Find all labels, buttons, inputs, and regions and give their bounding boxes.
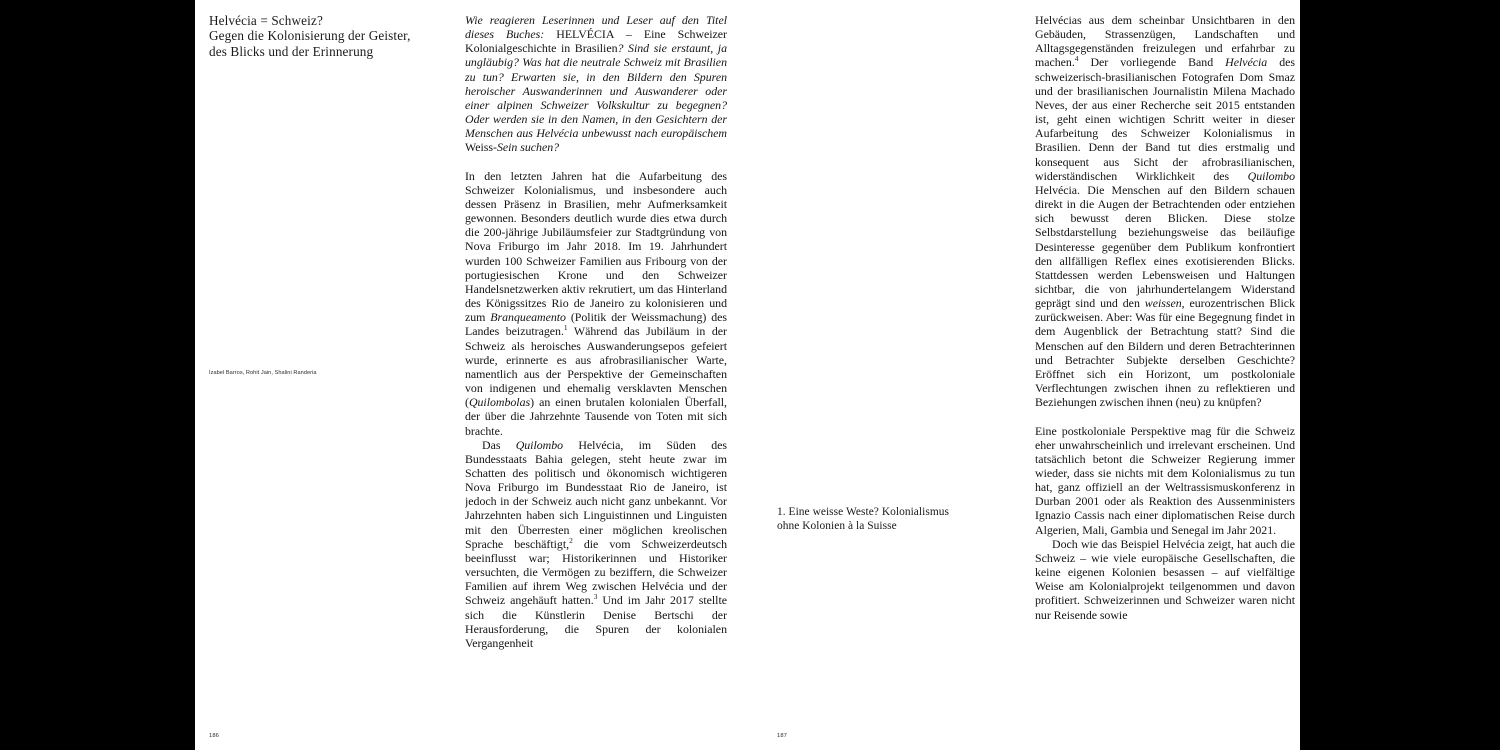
column-body-right [1035,0,1300,737]
p3-seg-a: Helvécias aus dem scheinbar Unsichtbaren in den Gebäuden, Strassenzügen, Landschaften und Alltagsgegenständen freizulegen und erfahrbar zu machen. [1035,13,1295,70]
p2-italic-quilombo: Quilombo [515,437,564,452]
column-title [195,0,465,750]
p2-seg-c: die vom Schweizerdeutsch beeinflusst war; Historikerinnen und Historiker versuchten, die Vermögen zu beziffern, die Schweizer Familien auf ihrem Weg zwischen Helvécia und der Schweiz angehäuft hatten. [465,536,727,608]
p3-seg-b: Der vorliegende Band [1078,55,1226,70]
p1-seg-a: In den letzten Jahren hat die Aufarbeitung des Schweizer Kolonialismus, und insbesondere auch dessen Präsenz in Brasilien, mehr Aufmerksamkeit gewonnen. Besonders deutlich wurde dies etwa durch die 200-jährige Jubiläumsfeier zur Stadtgründung von Nova Friburgo im Jahr 2018. Im 19. Jahrhundert wurden 100 Schweizer Familien aus Fribourg von der portugiesischen Krone und den Schweizer Handelsnetzwerken aktiv rekrutiert, um das Hinterland des Königssitzes Rio de Janeiro zu kolonisieren und zum [465,168,727,325]
p1-italic-quilombolas: Quilombolas [468,395,531,410]
footnote-marker-4[interactable]: 4 [1074,54,1079,64]
paragraph-1 [465,169,727,438]
section-heading [777,505,1027,533]
p1-seg-b: (Politik der Weissmachung) des Landes beizutragen. [465,310,728,339]
p5-seg-a: Doch wie das Beispiel Helvécia zeigt, hat auch die Schweiz – wie viele europäische Gesellschaften, die keine eigenen Kolonien besassen – auf vielfältige Weise am Kolonialprojekt teilgenommen und davon profitiert. Schweizerinnen und Schweizer waren nicht nur Reisende sowie [1035,536,1295,622]
page-left-columns [195,0,765,750]
p3-italic-helvecia: Helvécia [1225,55,1268,70]
column-body-left [465,0,765,737]
paragraph-3 [1035,13,1295,409]
lead-part-5: Sein suchen? [496,140,560,155]
footnote-marker-3[interactable]: 3 [593,592,598,602]
page-right [765,0,1300,750]
p1-seg-d: ) an einen brutalen kolonialen Überfall, der über die Jahrzehnte Tausende von Toten mit sich brachte. [465,395,727,438]
lead-part-4: Weiss- [465,140,497,155]
folio-right: 187 [777,733,788,739]
p3-italic-quilombo: Quilombo [1247,168,1295,183]
page-title-line-3: des Blicks und der Erinnerung [209,43,374,59]
paragraph-spacer [1035,409,1295,423]
paragraph-4 [1035,424,1295,537]
page-right-columns [765,0,1300,750]
p1-seg-c: Während das Jubiläum in der Schweiz als heroisches Auswanderungsepos gefeiert wurde, erinnerte es aus afrobrasilianischer Warte, namentlich aus der Perspektive der Gemeinschaften von indigenen und ehemalig versklavten Menschen ( [465,324,727,410]
section-heading-line-1: 1. Eine weisse Weste? Kolonialismus [777,506,950,518]
book-spread [195,0,1300,750]
p3-seg-c: des schweizerisch-brasilianischen Fotografen Dom Smaz und der brasilianischen Journalistin Milena Machado Neves, der aus einer Recherche seit 2015 entstanden ist, geht einen wichtigen Schritt weiter in dieser Aufarbeitung des Schweizer Kolonialismus in Brasilien. Denn der Band tut dies erstmalig und konsequent aus Sicht der afrobrasilianischen, widerständischen Wirklichkeit des [1035,55,1295,183]
p3-seg-e: , eurozentrischen Blick zurückweisen. Aber: Was für eine Begegnung findet in dem Augenblick der Betrachtung statt? Sind die Menschen auf den Bildern und deren Betrachterinnen und Betrachter Subjekte derselben Geschichte? Eröffnet sich ein Horizont, um postkoloniale Verflechtungen zwischen ihnen zu reflektieren und Beziehungen zwischen ihnen (neu) zu knüpfen? [1035,296,1295,410]
paragraph-2 [465,438,727,650]
p3-italic-weissen: weissen [1144,296,1182,311]
author-credit: Izabel Barros, Rohit Jain, Shalini Randeria [209,370,317,376]
lead-part-1: Wie reagieren Leserinnen und Leser auf den Titel dieses Buches: [465,13,727,42]
p3-seg-d: Helvécia. Die Menschen auf den Bildern schauen direkt in die Augen der Betrachtenden oder entziehen sich bewusst deren Blicken. Diese stolze Selbstdarstellung beziehungsweise das beiläufige Desinteresse gegenüber dem Publikum konfrontiert den allfälligen Reflex eines exotisierenden Blicks. Stattdessen werden Lebensweisen und Haltungen sichtbar, die von jahrhundertelangem Widerstand geprägt sind und den [1035,182,1295,311]
p2-seg-a: Das [482,437,516,452]
page-title-line-2: Gegen die Kolonisierung der Geister, [209,28,411,44]
page-left [195,0,765,750]
lead-part-3: ? Sind sie erstaunt, ja ungläubig? Was hat die neutrale Schweiz mit Brasilien zu tun? Erwarten sie, in den Bildern den Spuren heroischer Auswanderinnen und Auswanderer oder einer alpinen Schweizer Volkskultur zu begegnen? Oder werden sie in den Namen, in den Gesichtern der Menschen aus Helvécia unbewusst nach europäischem [465,41,727,141]
p1-italic-branqueamento: Branqueamento [490,310,566,325]
p2-seg-b: Helvécia, im Süden des Bundesstaats Bahia gelegen, steht heute zwar im Schatten des politisch und ökonomisch wichtigeren Nova Friburgo im Bundesstaat Rio de Janeiro, ist jedoch in der Schweiz auch nicht ganz unbekannt. Vor Jahrzehnten haben sich Linguistinnen und Linguisten mit den Überresten einer möglichen kreolischen Sprache beschäftigt, [465,437,727,551]
footnote-marker-2[interactable]: 2 [569,535,573,545]
footnote-marker-1[interactable]: 1 [563,323,568,333]
column-section-heading [765,0,1035,750]
p4-seg-a: Eine postkoloniale Perspektive mag für die Schweiz eher unwahrscheinlich und irrelevant erscheinen. Und tatsächlich betont die Schweizer Regierung immer wieder, dass sie nichts mit dem Kolonialismus zu tun hat, ganz offiziell an der Weltrassismuskonferenz in Durban 2001 oder als Reaktion des Aussenministers Ignazio Cassis nach einer diplomatischen Reise durch Algerien, Mali, Gambia und Senegal im Jahr 2021. [1035,423,1295,537]
section-heading-line-2: ohne Kolonien à la Suisse [777,520,897,533]
p2-seg-d: Und im Jahr 2017 stellte sich die Künstlerin Denise Bertschi der Herausforderung, die Spuren der kolonialen Vergangenheit [465,593,727,650]
page-title [209,13,447,59]
folio-left: 186 [209,733,220,739]
page-title-line-1: Helvécia = Schweiz? [209,13,323,28]
lead-paragraph [465,13,727,155]
lead-part-2: HELVÉCIA – Eine Schweizer Kolonialgeschichte in Brasilien [465,27,727,56]
paragraph-5 [1035,537,1295,622]
